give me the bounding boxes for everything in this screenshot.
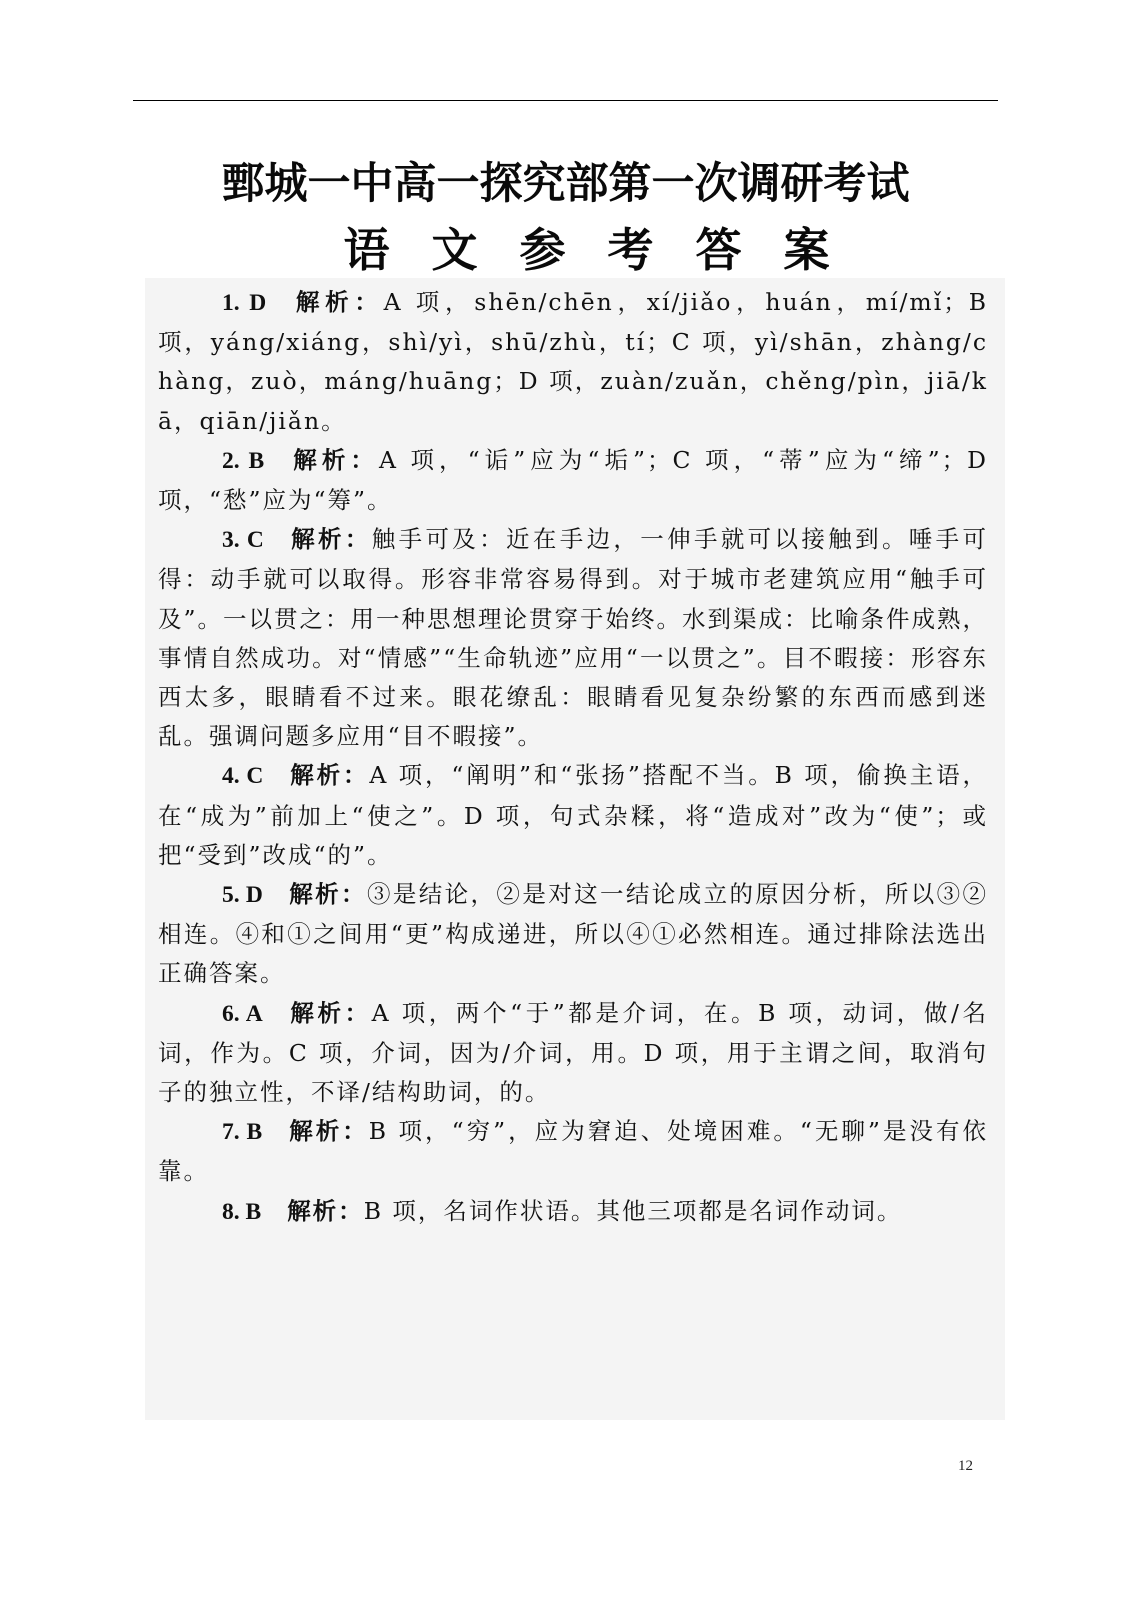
answer-item-3 [158, 520, 988, 756]
answer-number: 7. B [222, 1119, 263, 1146]
answer-number: 1. D [222, 290, 267, 316]
answer-explanation: A 项，“诟”应为“垢”；C 项，“蒂”应为“缔”；D 项，“愁”应为“筹”。 [158, 445, 988, 515]
answer-number: 2. B [222, 447, 265, 474]
page-number: 12 [958, 1458, 973, 1474]
answer-label: 解析： [290, 445, 379, 474]
answer-explanation: B 项，“穷”，应为窘迫、处境困难。“无聊”是没有依靠。 [158, 1117, 989, 1186]
answer-explanation: A 项，“阐明”和“张扬”搭配不当。B 项，偷换主语，在“成为”前加上“使之”。D 项，句式杂糅，将“造成对”改为“使”；或把“受到”改成“的”。 [158, 761, 988, 869]
answer-label: 解析： [288, 1117, 369, 1146]
answer-item-1 [158, 283, 988, 441]
answer-label: 解析： [288, 998, 372, 1027]
answer-number: 4. C [222, 763, 264, 790]
answer-explanation: 触手可及：近在手边，一伸手就可以接触到。唾手可得：动手就可以取得。形容非常容易得到。对于城市老建筑应用“触手可及”。一以贯之：用一种思想理论贯穿于始终。水到渠成：比喻条件成熟，事情自然成功。对“情感”“生命轨迹”应用“一以贯之”。目不暇接：形容东西太多，眼睛看不过来。眼花缭乱：眼睛看见复杂纷繁的东西而感到迷乱。强调问题多应用“目不暇接”。 [158, 525, 989, 751]
answer-explanation: A 项，两个“于”都是介词，在。B 项，动词，做/名词，作为。C 项，介词，因为/介词，用。D 项，用于主谓之间，取消句子的独立性，不译/结构助词，的。 [158, 998, 989, 1107]
answer-item-5 [158, 875, 988, 994]
answer-item-6 [158, 994, 988, 1113]
answer-label: 解析： [287, 1196, 364, 1225]
answer-explanation: B 项，名词作状语。其他三项都是名词作动词。 [363, 1196, 903, 1225]
answer-label: 解析： [288, 880, 367, 909]
page-title: 鄄城一中高一探究部第一次调研考试 [221, 159, 910, 209]
answer-label: 解析： [289, 761, 370, 790]
answer-item-2 [158, 441, 988, 520]
header-rule [133, 100, 998, 101]
answer-list [158, 283, 988, 1232]
answer-number: 5. D [222, 882, 263, 909]
answer-item-4 [158, 756, 988, 875]
answer-number: 6. A [222, 1000, 263, 1027]
answer-label: 解析： [292, 288, 384, 316]
answer-item-8 [158, 1192, 988, 1232]
answer-label: 解析： [289, 525, 372, 554]
page-subtitle: 语文参考答案 [343, 223, 872, 277]
answer-number: 8. B [222, 1198, 262, 1225]
answer-explanation: A 项，shēn/chēn，xí/jiǎo，huán，mí/mǐ；B 项，yáng/xiáng，shì/yì，shū/zhù，tí；C 项，yì/shān，zhàng/chàng，zuò，máng/huāng；D 项，zuàn/zuǎn，chěng/pìn，jiā/kā，qiān/jiǎn。 [158, 288, 988, 435]
answer-explanation: ③是结论，②是对这一结论成立的原因分析，所以③②相连。④和①之间用“更”构成递进，所以④①必然相连。通过排除法选出正确答案。 [158, 880, 989, 988]
answer-item-7 [158, 1112, 988, 1191]
answer-number: 3. C [222, 527, 264, 554]
